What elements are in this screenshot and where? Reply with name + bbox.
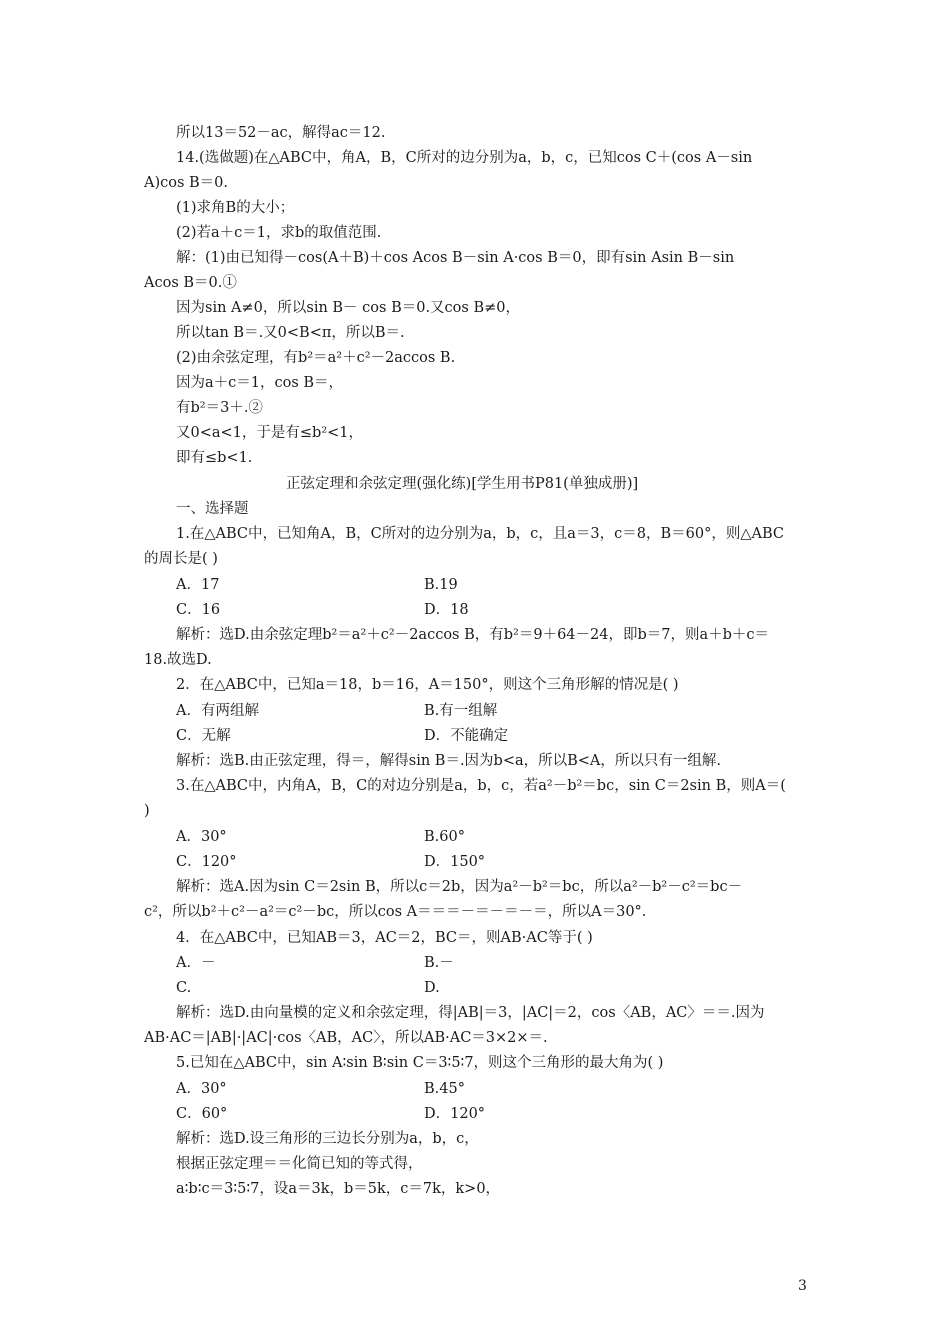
text-line: 因为a＋c＝1，cos B＝， — [176, 375, 344, 391]
section-heading: 正弦定理和余弦定理(强化练)[学生用书P81(单独成册)] — [286, 476, 639, 492]
option-b: B.45° — [424, 1081, 465, 1097]
problem-3: 3.在△ABC中，内角A，B，C的对边分别是a，b，c，若a²－b²＝bc，sin C＝2sin B，则A＝( — [176, 778, 786, 794]
text-line: (2)若a＋c＝1，求b的取值范围. — [176, 225, 382, 241]
option-a: A．30° — [176, 1081, 227, 1097]
option-c: C．无解 — [176, 728, 231, 744]
option-a: A．有两组解 — [176, 703, 259, 719]
text-line: 因为sin A≠0，所以sin B－ cos B＝0.又cos B≠0， — [176, 300, 520, 316]
problem-1: 1.在△ABC中，已知角A，B，C所对的边分别为a，b，c，且a＝3，c＝8，B＝60°，则△ABC — [176, 526, 784, 542]
page-number: 3 — [798, 1278, 807, 1294]
text-line: (1)求角B的大小； — [176, 200, 295, 216]
solution-line: 解析：选D.由余弦定理b²＝a²＋c²－2accos B，有b²＝9＋64－24，即b＝7，则a＋b＋c＝ — [176, 627, 770, 643]
text-line: 又0<a<1，于是有≤b²<1， — [176, 425, 364, 441]
text-line: ) — [144, 803, 150, 819]
option-b: B.19 — [424, 577, 458, 593]
option-c: C．16 — [176, 602, 221, 618]
option-d: D. — [424, 980, 440, 996]
text-line: 有b²＝3＋.② — [176, 400, 263, 416]
text-line: AB·AC＝|AB|·|AC|·cos〈AB，AC〉，所以AB·AC＝3×2×＝. — [144, 1030, 548, 1046]
text-line: A)cos B＝0. — [144, 175, 229, 191]
problem-14: 14.(选做题)在△ABC中，角A，B，C所对的边分别为a，b，c，已知cos C＋(cos A－sin — [176, 150, 753, 166]
text-line: 的周长是( ) — [144, 551, 218, 567]
option-b: B.有一组解 — [424, 703, 498, 719]
option-b: B.60° — [424, 829, 465, 845]
option-c: C. — [176, 980, 192, 996]
option-d: D．150° — [424, 854, 486, 870]
text-line: 所以13＝52－ac，解得ac＝12. — [176, 125, 386, 141]
text-line: 根据正弦定理＝＝化简已知的等式得， — [176, 1156, 423, 1172]
option-a: A．17 — [176, 577, 220, 593]
solution-line: 解析：选B.由正弦定理，得＝，解得sin B＝.因为b<a，所以B<A，所以只有一组解. — [176, 753, 722, 769]
solution-line: 解析：选D.设三角形的三边长分别为a，b，c， — [176, 1131, 479, 1147]
option-d: D．18 — [424, 602, 469, 618]
problem-5: 5.已知在△ABC中，sin A∶sin B∶sin C＝3∶5∶7，则这个三角形的最大角为( ) — [176, 1055, 664, 1071]
option-b: B.－ — [424, 955, 454, 971]
subsection-heading: 一、选择题 — [176, 501, 249, 517]
text-line: (2)由余弦定理，有b²＝a²＋c²－2accos B. — [176, 350, 456, 366]
problem-4: 4．在△ABC中，已知AB＝3，AC＝2，BC＝，则AB·AC等于( ) — [176, 930, 593, 946]
solution-line: 解析：选D.由向量模的定义和余弦定理，得|AB|＝3，|AC|＝2，cos〈AB，AC〉＝＝.因为 — [176, 1005, 765, 1021]
option-a: A．30° — [176, 829, 227, 845]
text-line: 所以tan B＝.又0<B<π，所以B＝. — [176, 325, 405, 341]
solution-line: 解：(1)由已知得－cos(A＋B)＋cos Acos B－sin A·cos B＝0，即有sin Asin B－sin — [176, 250, 735, 266]
option-d: D．120° — [424, 1106, 486, 1122]
text-line: 18.故选D. — [144, 652, 212, 668]
problem-2: 2．在△ABC中，已知a＝18，b＝16，A＝150°，则这个三角形解的情况是( ) — [176, 677, 679, 693]
option-c: C．120° — [176, 854, 237, 870]
option-d: D．不能确定 — [424, 728, 509, 744]
option-c: C．60° — [176, 1106, 228, 1122]
text-line: Acos B＝0.① — [144, 275, 237, 291]
text-line: a∶b∶c＝3∶5∶7，设a＝3k，b＝5k，c＝7k，k>0， — [176, 1181, 501, 1197]
text-line: c²，所以b²＋c²－a²＝c²－bc，所以cos A＝＝＝－＝－＝－＝，所以A＝30°. — [144, 904, 647, 920]
option-a: A．－ — [176, 955, 216, 971]
text-line: 即有≤b<1. — [176, 450, 253, 466]
solution-line: 解析：选A.因为sin C＝2sin B，所以c＝2b，因为a²－b²＝bc，所以a²－b²－c²＝bc－ — [176, 879, 743, 895]
